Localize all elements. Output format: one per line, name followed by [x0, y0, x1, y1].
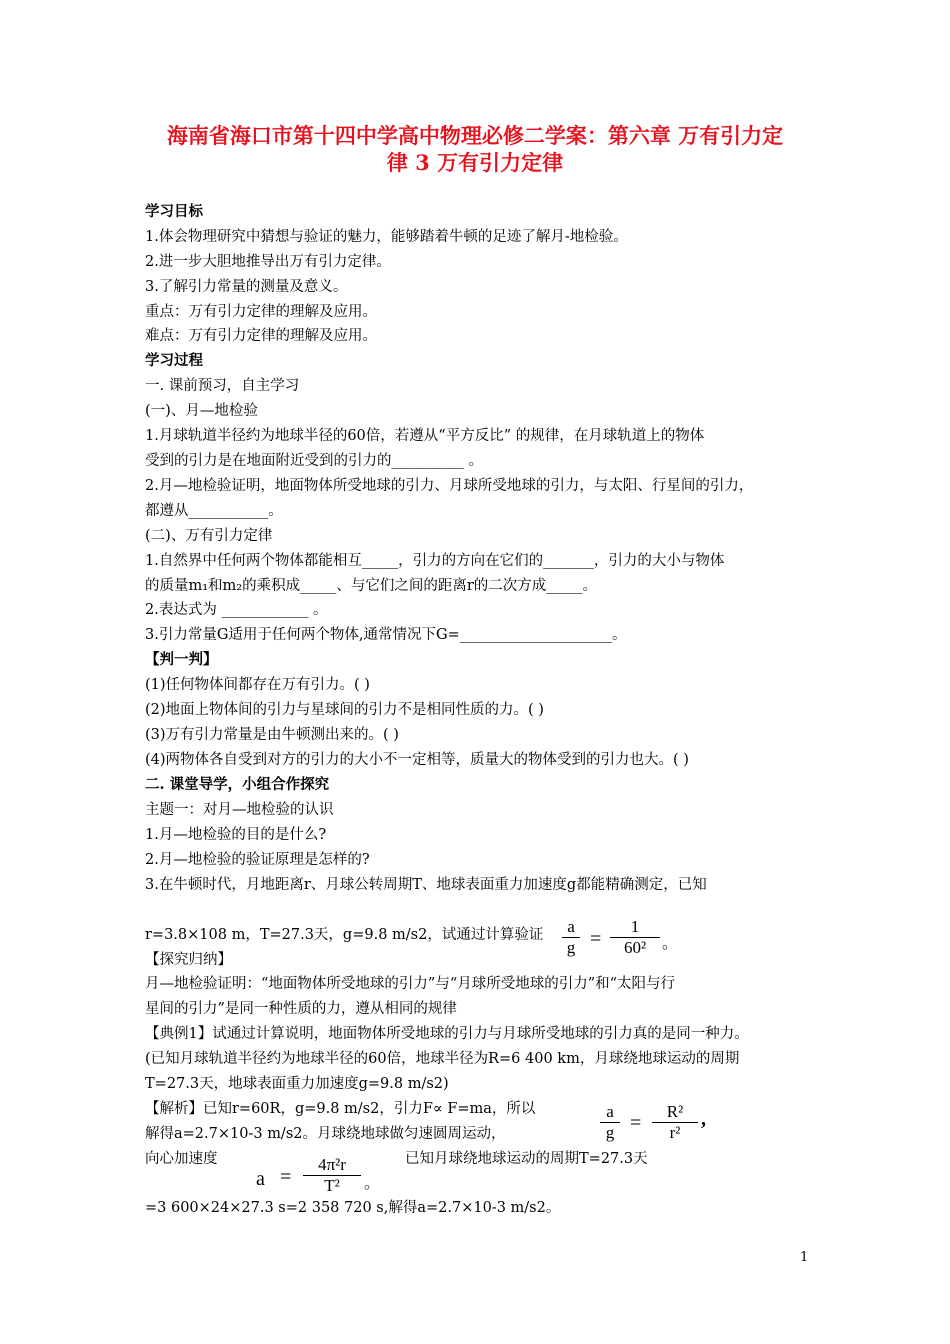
- text-line: 【解析】已知r=60R，g=9.8 m/s2，引力F∝ F=ma，所以: [145, 1101, 536, 1117]
- text-line: (一)、月—地检验: [145, 403, 258, 419]
- heading-class: 二. 课堂导学，小组合作探究: [145, 776, 330, 793]
- text-line: 2.月—地检验证明，地面物体所受地球的引力、月球所受地球的引力，与太阳、行星间的引力，: [145, 478, 754, 494]
- text-line: (3)万有引力常量是由牛顿测出来的。( ): [145, 727, 399, 743]
- formula-equals: =: [590, 928, 602, 950]
- text-line: =3 600×24×27.3 s=2 358 720 s,解得a=2.7×10-3 m/s2。: [145, 1200, 561, 1216]
- text-line: 解得a=2.7×10-3 m/s2。月球绕地球做匀速圆周运动，: [145, 1126, 506, 1142]
- formula-end-3: 。: [364, 1175, 381, 1192]
- text-line: 1.体会物理研究中猜想与验证的魅力，能够踏着牛顿的足迹了解月-地检验。: [145, 229, 628, 245]
- text-line: 月—地检验证明：“地面物体所受地球的引力”与“月球所受地球的引力”和“太阳与行: [145, 976, 676, 992]
- formula-4pi2r-over-T2: 4π²r T²: [303, 1156, 361, 1195]
- text-line: (2)地面上物体间的引力与星球间的引力不是相同性质的力。( ): [145, 702, 544, 718]
- text-line: 【典例1】试通过计算说明，地面物体所受地球的引力与月球所受地球的引力真的是同一种力。: [145, 1026, 749, 1042]
- formula-equals-2: =: [630, 1112, 642, 1134]
- document-title: [120, 122, 830, 176]
- text-line: 1.自然界中任何两个物体都能相互_____，引力的方向在它们的_______，引力的大小与物体: [145, 553, 725, 569]
- formula-end-2: ,: [701, 1108, 706, 1130]
- text-line: 2.月—地检验的验证原理是怎样的?: [145, 852, 370, 868]
- text-line: 星间的引力”是同一种性质的力，遵从相同的规律: [145, 1001, 457, 1017]
- text-line: 都遵从___________。: [145, 503, 283, 519]
- formula-a-over-g-2: a g: [600, 1103, 620, 1142]
- formula-a: a: [256, 1168, 265, 1190]
- text-line: 已知月球绕地球运动的周期T=27.3天: [405, 1151, 648, 1167]
- text-line: (1)任何物体间都存在万有引力。( ): [145, 677, 370, 693]
- text-line: 重点：万有引力定律的理解及应用。: [145, 304, 377, 320]
- text-line: 3.在牛顿时代，月地距离r、月球公转周期T、地球表面重力加速度g都能精确测定，已知: [145, 877, 707, 893]
- text-line: (已知月球轨道半径约为地球半径的60倍，地球半径为R=6 400 km，月球绕地球运动的周期: [145, 1051, 740, 1067]
- formula-one-over-60sq: 1 60²: [610, 918, 660, 957]
- text-line: 1.月—地检验的目的是什么?: [145, 827, 327, 843]
- text-line: 3.引力常量G适用于任何两个物体,通常情况下G=_____________________。: [145, 627, 627, 643]
- formula-a-over-g: a g: [562, 918, 580, 957]
- text-line: 难点：万有引力定律的理解及应用。: [145, 328, 377, 344]
- text-line: 【探究归纳】: [145, 952, 232, 968]
- text-line: 的质量m₁和m₂的乘积成_____、与它们之间的距离r的二次方成_____。: [145, 578, 598, 594]
- text-line: 1.月球轨道半径约为地球半径的60倍，若遵从“平方反比” 的规律，在月球轨道上的物体: [145, 428, 705, 444]
- text-line: T=27.3天，地球表面重力加速度g=9.8 m/s2): [145, 1076, 449, 1092]
- text-line: 2.表达式为 ____________ 。: [145, 602, 328, 618]
- heading-process: 学习过程: [145, 352, 203, 369]
- text-line: 受到的引力是在地面附近受到的引力的__________ 。: [145, 453, 484, 469]
- heading-judge: 【判一判】: [145, 651, 218, 668]
- text-line: 3.了解引力常量的测量及意义。: [145, 279, 348, 295]
- text-line: r=3.8×108 m，T=27.3天，g=9.8 m/s2，试通过计算验证: [145, 927, 544, 943]
- page-number: 1: [800, 1250, 809, 1265]
- text-line: 一. 课前预习，自主学习: [145, 378, 300, 394]
- formula-equals-3: =: [280, 1166, 292, 1188]
- text-line: (二)、万有引力定律: [145, 528, 273, 544]
- text-line: 向心加速度: [145, 1151, 218, 1167]
- text-line: (4)两物体各自受到对方的引力的大小不一定相等，质量大的物体受到的引力也大。( ): [145, 752, 689, 768]
- title-line-1: 海南省海口市第十四中学高中物理必修二学案：第六章 万有引力定: [166, 123, 784, 148]
- text-line: 2.进一步大胆地推导出万有引力定律。: [145, 254, 391, 270]
- text-line: 主题一：对月—地检验的认识: [145, 802, 334, 818]
- title-line-2: 律 3 万有引力定律: [386, 150, 564, 175]
- formula-end: 。: [662, 935, 679, 952]
- formula-R2-over-r2: R² r²: [652, 1103, 698, 1142]
- heading-goals: 学习目标: [145, 203, 203, 220]
